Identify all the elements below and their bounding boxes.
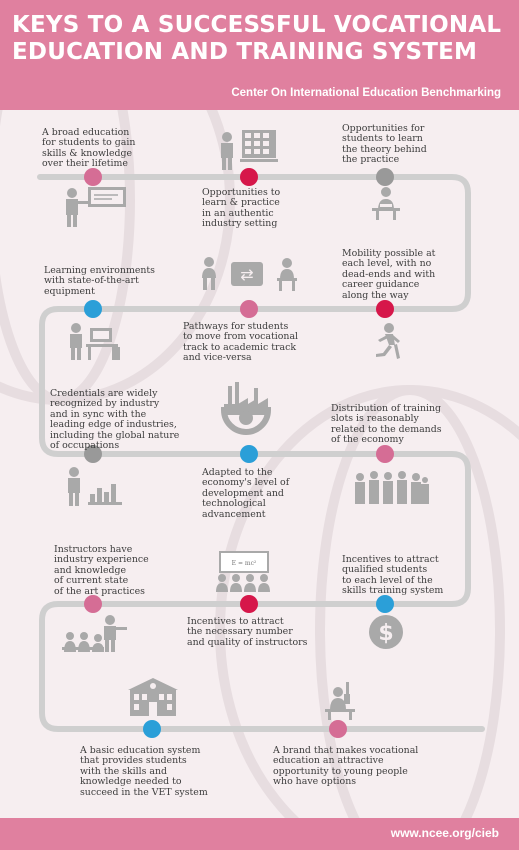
- raised-hand-student-icon: [322, 680, 358, 720]
- key-label-6: Mobility possible at each level, with no dead-ends and with career guidance along the way: [342, 248, 436, 301]
- key-dot-2: [240, 168, 258, 186]
- key-dot-9: [376, 445, 394, 463]
- key-label-9: Distribution of training slots is reasonably related to the demands of the economy: [331, 403, 442, 446]
- runner-icon: [371, 323, 403, 359]
- page-title: KEYS TO A SUCCESSFUL VOCATIONAL EDUCATION AND TRAINING SYSTEM: [12, 12, 502, 65]
- key-dot-12: [376, 595, 394, 613]
- key-label-4: Learning environments with state-of-the-art equipment: [44, 265, 155, 297]
- key-label-5: Pathways for students to move from vocational track to academic track and vice-versa: [183, 321, 299, 364]
- key-label-13: A basic education system that provides students with the skills and knowledge needed to succeed in the VET system: [80, 745, 208, 798]
- equipment-icon: [68, 322, 122, 362]
- blackboard-formula: E = mc²: [231, 560, 257, 567]
- organization-name: Center On International Education Benchmarking: [231, 87, 501, 99]
- industry-workplace-icon: [218, 128, 280, 170]
- key-dot-11: [240, 595, 258, 613]
- key-label-3: Opportunities for students to learn the theory behind the practice: [342, 123, 427, 166]
- key-dot-8: [240, 445, 258, 463]
- key-label-12: Incentives to attract qualified students to each level of the skills training system: [342, 554, 444, 597]
- industry-gear-icon: [218, 380, 274, 440]
- student-desk-icon: [368, 186, 404, 220]
- key-label-11: Incentives to attract the necessary number and quality of instructors: [187, 616, 308, 648]
- key-dot-3: [376, 168, 394, 186]
- key-label-7: Credentials are widely recognized by industry and in sync with the leading edge of industries, including the global nature of occupations: [50, 388, 180, 452]
- pathway-switch-icon: [197, 256, 303, 292]
- key-dot-13: [143, 720, 161, 738]
- key-label-1: A broad education for students to gain skills & knowledge over their lifetime: [42, 127, 136, 170]
- key-dot-10: [84, 595, 102, 613]
- key-label-8: Adapted to the economy's level of development and technological advancement: [202, 467, 290, 520]
- exchange-arrow-icon: ⇄: [240, 265, 254, 284]
- key-dot-5: [240, 300, 258, 318]
- credentials-icon: [64, 466, 128, 508]
- key-label-14: A brand that makes vocational education an attractive opportunity to young people who have options: [273, 745, 419, 788]
- key-dot-6: [376, 300, 394, 318]
- classroom-icon: [212, 550, 278, 594]
- key-dot-14: [329, 720, 347, 738]
- key-dot-1: [84, 168, 102, 186]
- footer-banner: [0, 818, 519, 850]
- dollar-coin-icon: [368, 614, 404, 650]
- key-label-10: Instructors have industry experience and knowledge of current state of the art practices: [54, 544, 149, 597]
- key-dot-4: [84, 300, 102, 318]
- instructor-icon: [60, 614, 128, 654]
- website-link[interactable]: www.ncee.org/cieb: [390, 826, 499, 840]
- school-building-icon: [124, 676, 182, 718]
- key-label-2: Opportunities to learn & practice in an authentic industry setting: [202, 187, 281, 230]
- dollar-sign: $: [378, 621, 394, 646]
- crowd-icon: [352, 470, 430, 506]
- presenter-icon: [60, 185, 130, 227]
